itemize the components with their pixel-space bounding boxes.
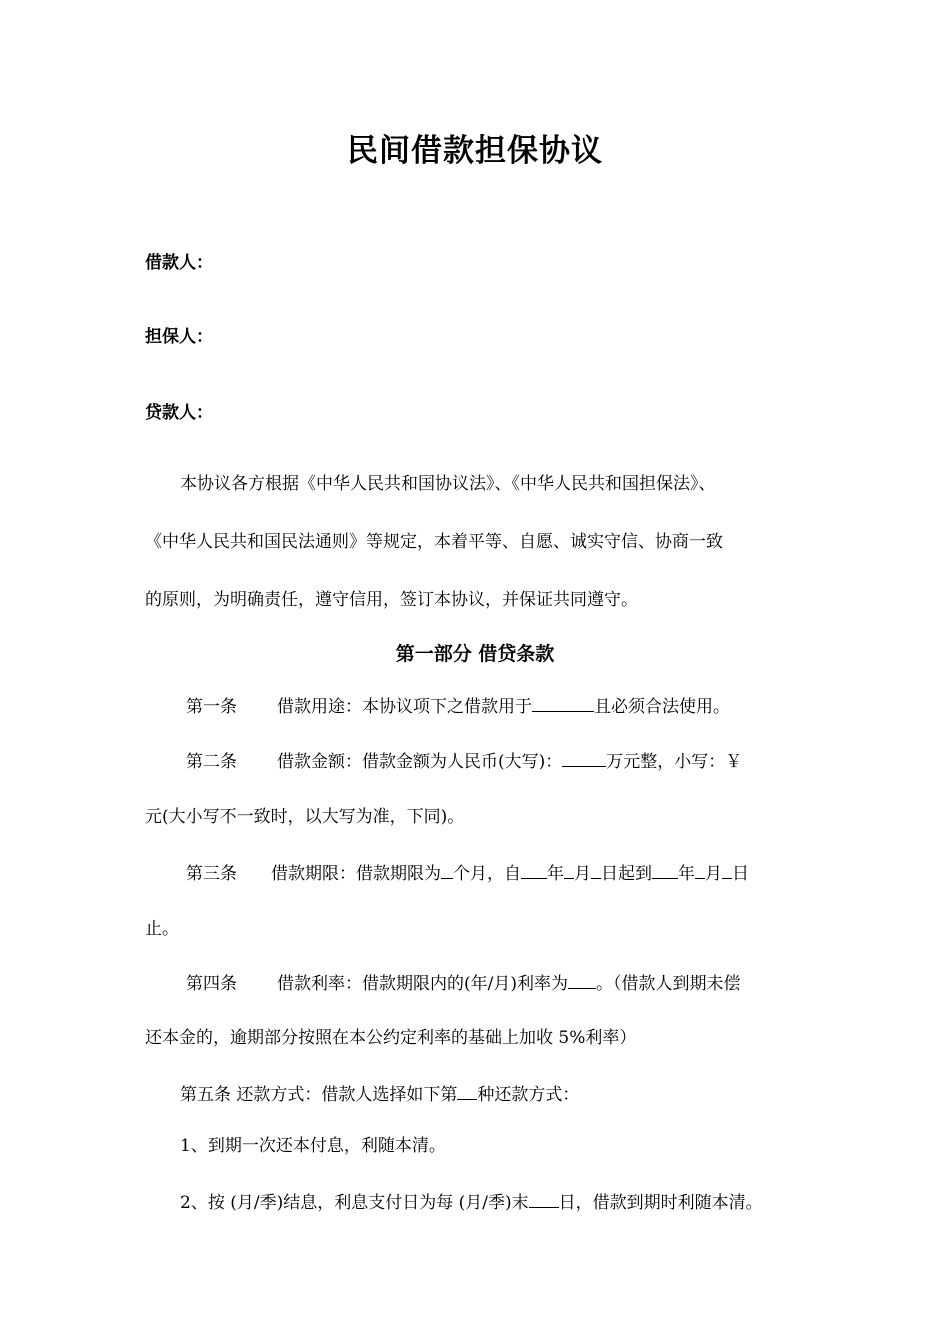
- article-3-number: 第三条: [186, 864, 237, 884]
- article-3-text-g: 月: [705, 864, 722, 884]
- start-year-blank: [521, 860, 547, 879]
- rate-blank: [568, 970, 596, 989]
- article-2-text-a: 借款金额：借款金额为人民币(大写)：: [277, 752, 563, 772]
- preamble-line-3: 的原则，为明确责任，遵守信用，签订本协议，并保证共同遵守。: [145, 590, 638, 610]
- article-4: [186, 970, 741, 995]
- method-blank: [457, 1081, 477, 1100]
- part1-heading: 第一部分 借贷条款: [395, 643, 555, 665]
- end-month-blank: [695, 860, 705, 879]
- document-title: 民间借款担保协议: [347, 133, 603, 169]
- borrower-label: 借款人：: [145, 253, 213, 273]
- option-2-text-b: 日，借款到期时利随本清。: [558, 1193, 763, 1213]
- start-month-blank: [564, 860, 574, 879]
- article-3-text-d: 月: [574, 864, 591, 884]
- article-3-line-2: 止。: [145, 919, 179, 939]
- article-4-line-2: 还本金的，逾期部分按照在本公约定利率的基础上加收 5%利率）: [145, 1028, 637, 1048]
- amount-blank: [562, 748, 606, 767]
- guarantor-label: 担保人：: [145, 327, 213, 347]
- article-4-number: 第四条: [186, 974, 237, 994]
- article-2-number: 第二条: [186, 752, 237, 772]
- article-1-text-b: 且必须合法使用。: [594, 697, 730, 717]
- article-2-line-2: 元(大小写不一致时，以大写为准，下同)。: [145, 807, 465, 827]
- article-1: [186, 693, 730, 718]
- article-2: [186, 748, 742, 773]
- article-5: [180, 1081, 579, 1106]
- article-3-text-f: 年: [678, 864, 695, 884]
- article-1-text-a: 借款用途：本协议项下之借款用于: [277, 697, 532, 717]
- article-4-text-b: 。（借款人到期未偿: [596, 974, 741, 994]
- article-3-text-b: 个月，自: [453, 864, 521, 884]
- article-3-text-c: 年: [547, 864, 564, 884]
- option-2-text-a: 2、按 (月/季)结息，利息支付日为每 (月/季)末: [180, 1193, 529, 1213]
- article-5-text-a: 第五条 还款方式：借款人选择如下第: [180, 1085, 458, 1105]
- article-3: [186, 860, 749, 885]
- article-2-text-b: 万元整，小写：￥: [606, 752, 743, 772]
- end-year-blank: [652, 860, 678, 879]
- end-day-blank: [722, 860, 732, 879]
- purpose-blank: [532, 693, 594, 712]
- article-1-number: 第一条: [186, 697, 237, 717]
- preamble-line-1: 本协议各方根据《中华人民共和国协议法》、《中华人民共和国担保法》、: [180, 474, 716, 494]
- preamble-line-2: 《中华人民共和国民法通则》等规定，本着平等、自愿、诚实守信、协商一致: [145, 532, 723, 552]
- lender-label: 贷款人：: [145, 403, 213, 423]
- article-3-text-h: 日: [732, 864, 749, 884]
- article-5-text-b: 种还款方式：: [477, 1085, 580, 1105]
- repayment-option-1: 1、到期一次还本付息，利随本清。: [180, 1136, 446, 1156]
- payment-day-blank: [529, 1189, 559, 1208]
- repayment-option-2: [180, 1189, 763, 1214]
- article-3-text-e: 日起到: [601, 864, 652, 884]
- months-blank: [441, 860, 453, 879]
- article-4-text-a: 借款利率：借款期限内的(年/月)利率为: [277, 974, 568, 994]
- start-day-blank: [591, 860, 601, 879]
- article-3-text-a: 借款期限：借款期限为: [271, 864, 441, 884]
